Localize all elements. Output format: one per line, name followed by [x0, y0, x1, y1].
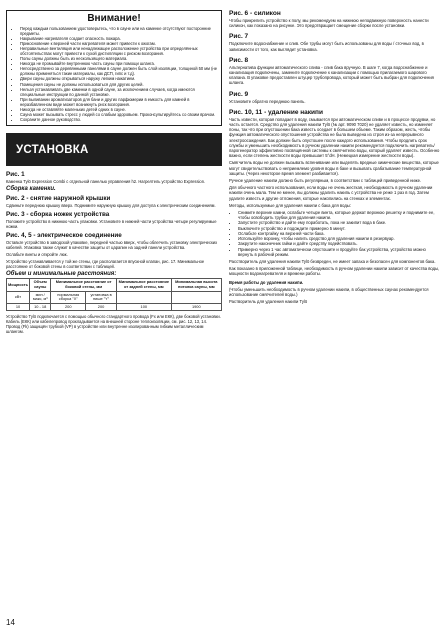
- table-cell: [171, 291, 221, 303]
- fig45-text-2: Ослабьте винты и откройте люк.: [6, 252, 68, 258]
- table-cell: установка в нише "Y": [86, 291, 117, 303]
- table-cell: 200: [51, 303, 86, 311]
- descaling-text-1: Часть извести, которая попадает в воду, смывается при автоматическом сливе и в процессе продувки, но часть остается. Средство для удаления накипи Tylö (№ арт. 9090 7020) не удаляет известь, но изменяет поны, так что при опустошении бака известь оседает в большем объеме. Таким образом, жесть, чтобы функция автоматического опустошения устройства не была выведена из строя из-за непрерывного электроосаждения. Бак должен быть опустошен после каждого использования. Чтобы продлить срок службы и уменьшить необходимость в ручном удалении накипи рекомендуется подключить нагреватель/парогенератор эффективно посвящённой системы к смягчителю воды, который удаляет известь. Особенно важно, если степень жесткости воды превышает 5°dH. (Немецкая измерение жесткости воды).: [229, 116, 440, 159]
- table-row: [7, 303, 222, 311]
- connection-text: Устройство Tylö подключается с помощью обычного стандартного провода (Fх или ЕКК), две боковой установки. Кабель (ЕКК) или кабелепровод прокладывается на внешней стороне теплоизоляции, см. рис. 12, 13, 14. Провод (Fk) защищён трубкой (VP) в устройстве или внутренне изолированным гибким металлическим шлангом.: [6, 314, 221, 335]
- method-item: • Снимите верхние камни, ослабьте четыре винта, которые держат верхнюю решетку и поднимите ее, чтобы освободить трубки для удаления накипи.: [238, 210, 441, 220]
- method-item: • Запустите устройство и дайте ему поработать, пока не закипит вода в баке.: [238, 220, 441, 225]
- table-header-cell: Минимальное расстояние от задней стены, мм: [116, 279, 171, 291]
- warning-item: • Помещения сауны не должны использоваться для других целей.: [20, 82, 217, 87]
- descaling-text-2: Смягчитель воды не должен вызывать вспенивание или выделять вредные химические вещества, которые могут свидетельствовать о неприемлемо уровня воды в баке и вызывать срабатывание температурной защиты. (Через некоторое время элемент разбивается).: [229, 160, 439, 176]
- fig2-heading: Рис. 2 - снятие наружной крышки: [6, 194, 111, 202]
- interval-text: (Чтобы уменьшить необходимость в ручном удалении накипи, в общественных саунах рекомендуется использование смягчителей воды.): [229, 286, 429, 297]
- table-header-cell: Минимальная высота потолка сауны, мм: [171, 279, 221, 291]
- fig3-heading: Рис. 3 - сборка ножек устройства: [6, 210, 110, 218]
- table-header-cell: Минимальное расстояние от боковой стены, мм: [51, 279, 117, 291]
- fig8-text: Альтернатива функции автоматического слива - слив бака вручную. В шаге 7, когда водоснабжение и канализация подключены, замените подключение к канализации с помощью прилагаемого шарового клапана. В упаковке предоставлен штуцер трубопровода, который может быть выбран для подключения шланга.: [229, 64, 434, 86]
- fig2-text: Сдвиньте переднюю крышку вверх. Поднимите наружную крышку для доступа к электрическим соединениям.: [6, 202, 216, 208]
- descaling-text-3: Ручное удаление накипи должно быть регулярным, в соответствии с таблицей приведенной ниже.: [229, 178, 422, 184]
- method-item: • Закрутите наконечник гайки и дайте средству подействовать.: [238, 241, 441, 246]
- methods-list: [229, 210, 441, 257]
- warning-item: • Перед каждым пользованием удостоверьтесь, что в сауне или на каменке отсутствуют посторонние предметы.: [20, 26, 217, 36]
- fig1011-heading: Рис. 10, 11 - удаление накипи: [229, 108, 323, 116]
- page-number: 14: [6, 618, 15, 627]
- fig7-heading: Рис. 7: [229, 33, 249, 41]
- table-header-cell: Объем сауны: [30, 279, 51, 291]
- descaling-text-4: Для обычного частного использования, если воды не очень жесткая, необходимость в ручном удалении накипи очень мала. Тем не менее, вы должны удалить накипь с устройства не реже 1 раз в год. Затем удалите известь и другие отложения, которые накопились на стенках и элементах.: [229, 185, 433, 201]
- fig3-text: Положите устройство в нижнюю часть упаковки. Установите в нижней части устройства четыре регулируемые ножки.: [6, 218, 217, 230]
- table-cell: 10 - 18: [30, 303, 51, 311]
- table-cell: нормальная сборка "X": [51, 291, 86, 303]
- warning-item: • При выливании ароматизаторов для бани и других парфюмерии в емкость для камней в неразбавленном виде может возникнуть риск возгорания.: [20, 97, 217, 107]
- warning-item: • Сохраните данное руководство.: [20, 117, 217, 122]
- left-column: [6, 10, 222, 336]
- fig9-text: Установите обратно переднюю панель.: [229, 98, 306, 104]
- warning-box: [6, 10, 222, 126]
- table-cell: 1900: [171, 303, 221, 311]
- table-header-row: [7, 279, 222, 291]
- method-item: • Ослабьте контргайку на верхней части бака.: [238, 231, 441, 236]
- fig45-heading: Рис. 4, 5 - электрическое соединение: [6, 232, 122, 240]
- warning-title: Внимание!: [87, 13, 141, 24]
- fig7-text: Подключите водоснабжение и слив. Обе трубы могут быть использованы для воды / сточных вод, в зависимости от того, как выглядит установка.: [229, 41, 424, 52]
- interval-text-2: Растворитель для удаления накипи Tylö: [229, 299, 308, 305]
- distances-table: [6, 278, 222, 311]
- warning-item: • Прикосновение к верхней части нагревателя может привести к ожогам.: [20, 41, 217, 46]
- fig45-text-3: Устройство устанавливается у той же стены, где располагается впускной клапан, рис. 17. Минимальное расстояние от боковой стены в соответствии с таблицей.: [6, 259, 205, 270]
- assembly-heading: Сборка каменки.: [6, 185, 56, 192]
- table-units-row: [7, 291, 222, 303]
- method-item: • Используйте воронку, чтобы налить средство для удаления накипи в резервуар.: [238, 236, 441, 241]
- table-title: Объем и минимальные расстояния:: [6, 271, 117, 278]
- fig1-text: Каменка Tylö Expression Combi с отдельной панелью управления h2. Нагрелтель устройство Expression.: [6, 178, 206, 184]
- warning-item: • Никогда не промывайте внутреннюю часть сауны при помощи шланга.: [20, 61, 217, 66]
- table-header-cell: Мощность: [7, 279, 30, 291]
- warning-item: • Накрывание нагревателя создает опасность пожара.: [20, 36, 217, 41]
- warning-item: • Полы сауны должны быть из нескользящего материала.: [20, 56, 217, 61]
- table-cell: 200: [86, 303, 117, 311]
- after-text-1: Расстворитель для удаления накипи Tylö безвреден, не имеет запаха и безопасен для компонентов бака.: [229, 258, 436, 264]
- method-item: • Выключите устройство и подождите примерно 5 минут.: [238, 226, 441, 231]
- warning-item: • Неправильные вентиляция или ненадлежащее расположение устройства при определённых обстоятельствах могут привести к сухой дистилляции с риском возгорания.: [20, 46, 217, 56]
- table-cell: кВт: [7, 291, 30, 303]
- warning-item: • Сауна может вызывать стресс у людей со слабым здоровьем. Проконсультируйтесь со своим врачом.: [20, 112, 217, 117]
- right-column: [229, 10, 441, 306]
- table-cell: 100: [116, 303, 171, 311]
- fig45-text-1: Оставьте устройство в заводской упаковке, передней частью вверх, чтобы облегчить установку электрических кабелей. Упаковка также служит в качестве защиты от царапин на задней панели устройства.: [6, 240, 218, 251]
- section-banner: УСТАНОВКА: [6, 133, 222, 166]
- table-cell: [116, 291, 171, 303]
- after-text-2: Как показано в приложенной таблице, необходимость в ручном удалении накипи зависит от качества воды, мощности водонагревателя и времени работы.: [229, 266, 440, 277]
- fig9-heading: Рис. 9: [229, 90, 249, 98]
- warning-list: [11, 26, 217, 122]
- warning-item: • Непосредственно за деревянными панелями в сауне должен быть слой изоляции, толщиной 50 мм (не должны применяться такие материалы, как ДСП, гипс и т.д).: [20, 66, 217, 76]
- warning-item: • Нельзя устанавливать две каменки в одной сауне, за исключением случаев, когда имеются специальные инструкции по данной установке.: [20, 87, 217, 97]
- fig6-text: Чтобы прикрепить устройство к полу, мы рекомендуем на нижнюю неподвижную поверхность нанести силикон, как показано на рисунке. Это предотвращает смещение сборки после установки.: [229, 18, 429, 29]
- table-cell: мин / макс, м³: [30, 291, 51, 303]
- fig6-heading: Рис. 6 - силикон: [229, 10, 281, 17]
- fig8-heading: Рис. 8: [229, 56, 249, 64]
- interval-heading: Время работы до удаления накипи.: [229, 279, 304, 285]
- fig1-heading: Рис. 1: [6, 170, 25, 178]
- table-cell: 10: [7, 303, 30, 311]
- warning-item: • Двери сауны должны открываться наружу легким нажатием.: [20, 76, 217, 81]
- methods-intro: Методы, используемые для удаления накипи с бака для воды:: [229, 202, 351, 208]
- method-item: • Примерно через 1 час автоматически опустошите и продуйте бак устройства, устройство можно вернуть в рабочий режим.: [238, 247, 441, 257]
- warning-item: • Никогда не оставляйте маленьких детей одних в сауне.: [20, 107, 217, 112]
